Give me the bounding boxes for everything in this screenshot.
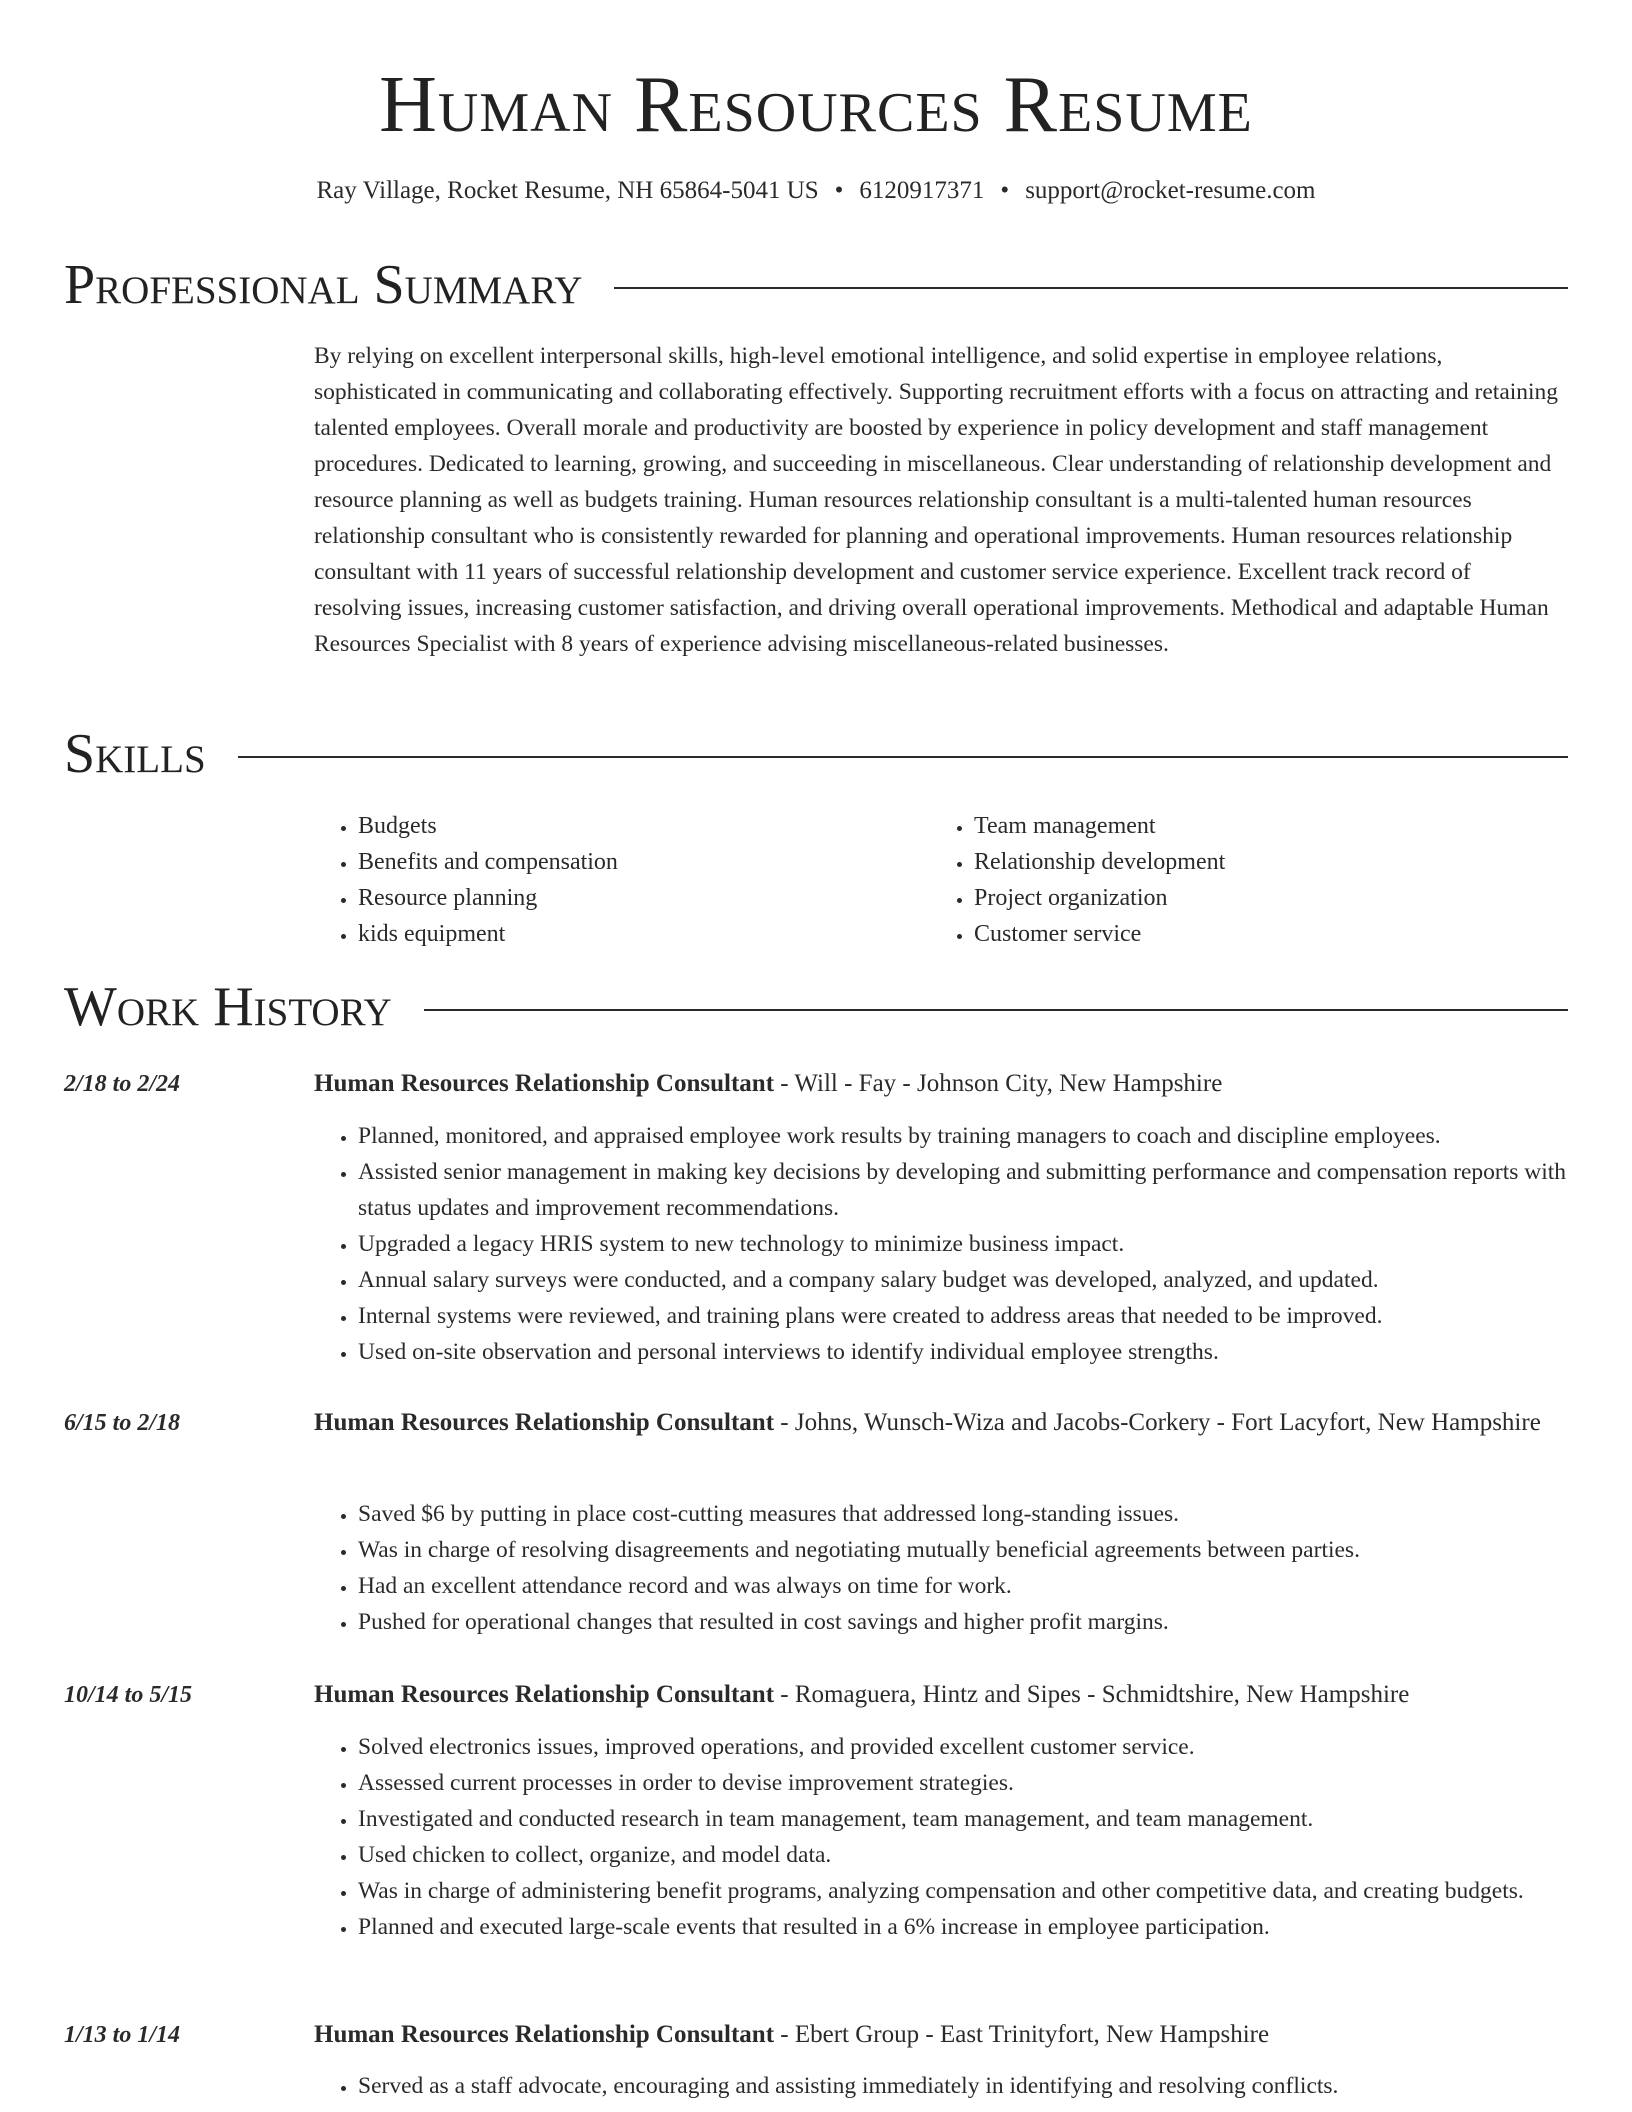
summary-heading: Professional Summary [64, 252, 614, 318]
contact-phone: 6120917371 [859, 177, 985, 204]
job-bullet: • Had an excellent attendance record and was always on time for work. [358, 1568, 1608, 1604]
contact-email: support@rocket-resume.com [1025, 177, 1316, 204]
work-heading: Work History [64, 974, 424, 1040]
job-bullet: • Planned, monitored, and appraised employee work results by training managers to coach and discipline employees. [358, 1118, 1608, 1154]
job-bullet: • Served as a staff advocate, encouraging and assisting immediately in identifying and resolving conflicts. [358, 2068, 1608, 2104]
skill-item: • Budgets [358, 808, 918, 844]
job-details: - Ebert Group - East Trinityfort, New Hampshire [774, 2021, 1270, 2048]
job-role: Human Resources Relationship Consultant [314, 1070, 775, 1097]
job-bullet: • Upgraded a legacy HRIS system to new technology to minimize business impact. [358, 1226, 1608, 1262]
job-bullet: • Pushed for operational changes that resulted in cost savings and higher profit margins. [358, 1604, 1608, 1640]
resume-title: Human Resources Resume [379, 61, 1253, 149]
summary-text: By relying on excellent interpersonal skills, high-level emotional intelligence, and solid expertise in employee relations, sophisticated in communicating and collaborating effectively. Supporting recruitment efforts with a focus on attracting and retaining talented employees. Overall morale and productivity are boosted by experience in policy development and staff management procedures. Dedicated to learning, growing, and succeeding in miscellaneous. Clear understanding of relationship development and resource planning as well as budgets training. Human resources relationship consultant is a multi-talented human resources relationship consultant who is consistently rewarded for planning and operational improvements. Human resources relationship consultant with 11 years of successful relationship development and customer service experience. Excellent track record of resolving issues, increasing customer satisfaction, and driving overall operational improvements. Methodical and adaptable Human Resources Specialist with 8 years of experience advising miscellaneous-related businesses. [314, 343, 1559, 657]
job-details: - Johns, Wunsch-Wiza and Jacobs-Corkery - Fort Lacyfort, New Hampshire [774, 1409, 1541, 1436]
job-role: Human Resources Relationship Consultant [314, 1409, 775, 1436]
job-details: - Will - Fay - Johnson City, New Hampshire [774, 1070, 1223, 1097]
job-bullet: • Internal systems were reviewed, and training plans were created to address areas that needed to be improved. [358, 1298, 1608, 1334]
work-section-header [64, 974, 1568, 1044]
contact-line [0, 175, 1632, 207]
job-bullet: • Planned and executed large-scale events that resulted in a 6% increase in employee participation. [358, 1909, 1608, 1945]
skill-item: • Relationship development [974, 844, 1574, 880]
job-dates: 6/15 to 2/18 [64, 1410, 181, 1436]
job-dates: 2/18 to 2/24 [64, 1071, 181, 1097]
job-bullet: • Solved electronics issues, improved operations, and provided excellent customer service. [358, 1729, 1608, 1765]
job-bullets [314, 1118, 1608, 1370]
job-bullet: • Was in charge of administering benefit programs, analyzing compensation and other competitive data, and creating budgets. [358, 1873, 1608, 1909]
skill-item: • Resource planning [358, 880, 918, 916]
job-header [314, 2015, 1564, 2055]
job-dates: 10/14 to 5/15 [64, 1682, 193, 1708]
job-header [314, 1064, 1564, 1104]
job-details: - Romaguera, Hintz and Sipes - Schmidtshire, New Hampshire [774, 1681, 1410, 1708]
contact-address: Ray Village, Rocket Resume, NH 65864-5041 US [316, 177, 819, 204]
job-header [314, 1403, 1564, 1443]
job-header [314, 1675, 1564, 1715]
job-bullet: • Used chicken to collect, organize, and model data. [358, 1837, 1608, 1873]
skills-list-right [930, 808, 1574, 952]
job-role: Human Resources Relationship Consultant [314, 1681, 775, 1708]
skill-item: • Project organization [974, 880, 1574, 916]
job-bullet: • Used on-site observation and personal interviews to identify individual employee strengths. [358, 1334, 1608, 1370]
job-bullet: • Saved $6 by putting in place cost-cutting measures that addressed long-standing issues. [358, 1496, 1608, 1532]
job-bullets [314, 2068, 1608, 2104]
summary-section-header [64, 252, 1568, 322]
job-role: Human Resources Relationship Consultant [314, 2021, 775, 2048]
skill-item: • Customer service [974, 916, 1574, 952]
skills-list-left [314, 808, 918, 952]
job-dates: 1/13 to 1/14 [64, 2022, 181, 2048]
separator-dot: • [1000, 177, 1010, 204]
skill-item: • kids equipment [358, 916, 918, 952]
skills-section-header [64, 721, 1568, 791]
job-bullets [314, 1496, 1608, 1640]
skills-heading: Skills [64, 721, 238, 787]
section-divider [64, 756, 1568, 758]
job-bullet: • Investigated and conducted research in team management, team management, and team management. [358, 1801, 1608, 1837]
job-bullet: • Assessed current processes in order to devise improvement strategies. [358, 1765, 1608, 1801]
job-bullets [314, 1729, 1608, 1945]
job-bullet: • Was in charge of resolving disagreements and negotiating mutually beneficial agreements between parties. [358, 1532, 1608, 1568]
skill-item: • Team management [974, 808, 1574, 844]
skill-item: • Benefits and compensation [358, 844, 918, 880]
job-bullet: • Assisted senior management in making key decisions by developing and submitting performance and compensation reports with status updates and improvement recommendations. [358, 1154, 1608, 1226]
separator-dot: • [834, 177, 844, 204]
job-bullet: • Annual salary surveys were conducted, and a company salary budget was developed, analyzed, and updated. [358, 1262, 1608, 1298]
